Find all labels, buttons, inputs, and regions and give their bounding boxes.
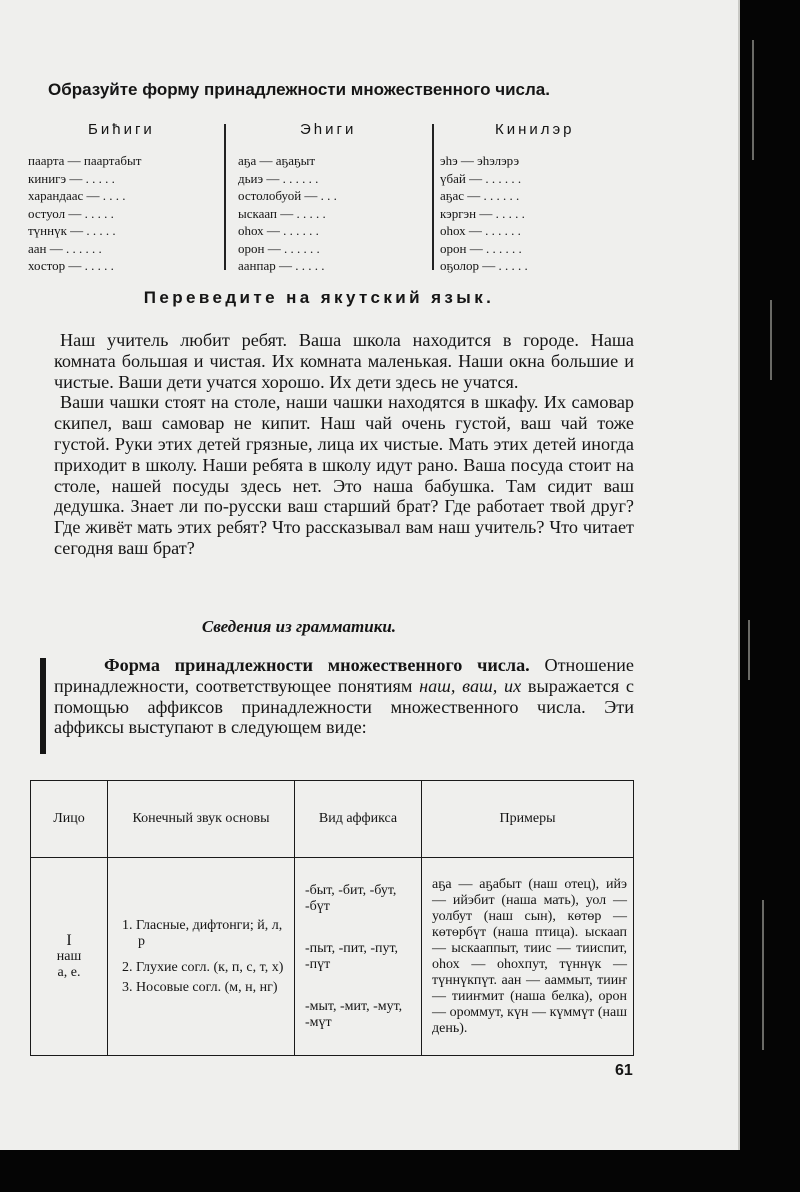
person-number: I [66,931,72,949]
list-item: үбай — . . . . . . [440,170,522,186]
list-item: аҕа — аҕаҕыт [238,153,316,168]
examples-cell: аҕа — аҕабыт (наш отец), ийэ — ийэбит (наша мать), уол — уолбут (наш сын), көтөр — көтөрбүт (наша птица). ыскаап — ыскааппыт, тииc — тииспит, оhох — оhохпут, түннүк — түннүкпүт. аан — ааммыт, тииҥ — тииҥмит (наша белка), орон — ороммут, күн — күммүт (наш день). [422,858,634,1056]
sound-cell [108,858,295,1056]
column-header-3: Кинилэр [495,121,575,138]
word-list-3 [440,152,632,275]
paragraph: Ваши чашки стоят на столе, наши чашки находятся в шкафу. Их самовар скипел, ваш самовар не кипит. Наш чай очень густой, ваш чай тоже густой. Руки этих детей грязные, лица их чистые. Мать этих детей иногда приходит в школу. Наши ребята в школу идут рано. Ваша посуда стоит на столе, нашей посуды здесь нет. Это наша бабушка. Там сидит ваш дедушка. Знает ли по-русски ваш старший брат? Где работает твой друг? Где живёт мать этих ребят? Что рассказывал вам наш учитель? Что читает сегодня ваш брат? [54,392,634,558]
person-cell [31,858,108,1056]
list-item: түннүк — . . . . . [28,223,116,238]
list-item: остолобуой — . . . [238,188,337,203]
list-item: орон — . . . . . . [238,240,320,256]
table-header: Конечный звук основы [108,781,295,858]
list-item: аҕас — . . . . . . [440,188,520,203]
margin-bar [40,658,46,754]
person-word: наш [56,948,82,964]
column-header-2: Эhиги [300,121,357,138]
affix-cell [295,858,422,1056]
column-divider [432,124,434,270]
list-item: оhох — . . . . . . [238,223,319,238]
table-header: Примеры [422,781,634,858]
exercise2-title: Переведите на якутский язык. [143,288,495,307]
list-item: кинигэ — . . . . . [28,170,115,186]
grammar-lead: Форма принадлежности множественного числа. [104,655,530,675]
sound-item: 2. Глухие согл. (к, п, с, т, х) [122,959,284,975]
grammar-title: Сведения из грамматики. [201,617,397,636]
page-number: 61 [615,1062,633,1079]
list-item: паарта — паартабыт [28,153,142,168]
word-list-2 [238,152,428,275]
list-item: ыскаап — . . . . . [238,205,326,221]
sound-item: 1. Гласные, дифтонги; й, л, р [122,917,283,949]
scan-bottom [0,1150,800,1192]
grammar-text-b: выражается с помощью аффиксов принадлежности множественного числа. Эти аффиксы выступают в следующем виде: [54,675,635,738]
sound-item: 3. Носовые согл. (м, н, нг) [122,979,278,995]
list-item: оhох — . . . . . . [440,223,521,238]
exercise1-title: Образуйте форму принадлежности множественного числа. [48,80,550,99]
list-item: орон — . . . . . . [440,240,522,256]
list-item: дьиэ — . . . . . . [238,170,319,186]
list-item: аанпар — . . . . . [238,258,325,273]
list-item: кэргэн — . . . . . [440,205,525,221]
list-item: аан — . . . . . . [28,240,102,256]
affix-item: -быт, -бит, -бут, -бүт [305,882,397,914]
word-list-1 [28,152,218,275]
table-header: Вид аффикса [295,781,422,858]
affix-item: -пыт, -пит, -пут, -пүт [305,940,399,972]
person-vowels: а, е. [57,964,81,980]
grammar-italic: наш, ваш, их [419,675,522,696]
column-divider [224,124,226,270]
list-item: остуол — . . . . . [28,205,114,221]
table-header: Лицо [31,781,108,858]
list-item: хостор — . . . . . [28,258,114,273]
grammar-text [54,655,634,738]
translation-text [54,330,634,559]
affix-item: -мыт, -мит, -мут, -мүт [305,998,403,1030]
column-header-1: Бићиги [88,121,155,138]
list-item: харандаас — . . . . [28,188,126,203]
affix-table [30,780,634,1056]
grammar-text-a: Отношение принадлежности, соответствующее понятиям [54,655,634,696]
list-item: эhэ — эhэлэрэ [440,153,520,168]
list-item: оҕолор — . . . . . [440,258,528,273]
scan-edge [740,0,800,1192]
paragraph: Наш учитель любит ребят. Ваша школа находится в городе. Наша комната большая и чистая. Их комната маленькая. Наши окна большие и чистые. Ваши дети учатся хорошо. Их дети здесь не учатся. [54,330,634,392]
